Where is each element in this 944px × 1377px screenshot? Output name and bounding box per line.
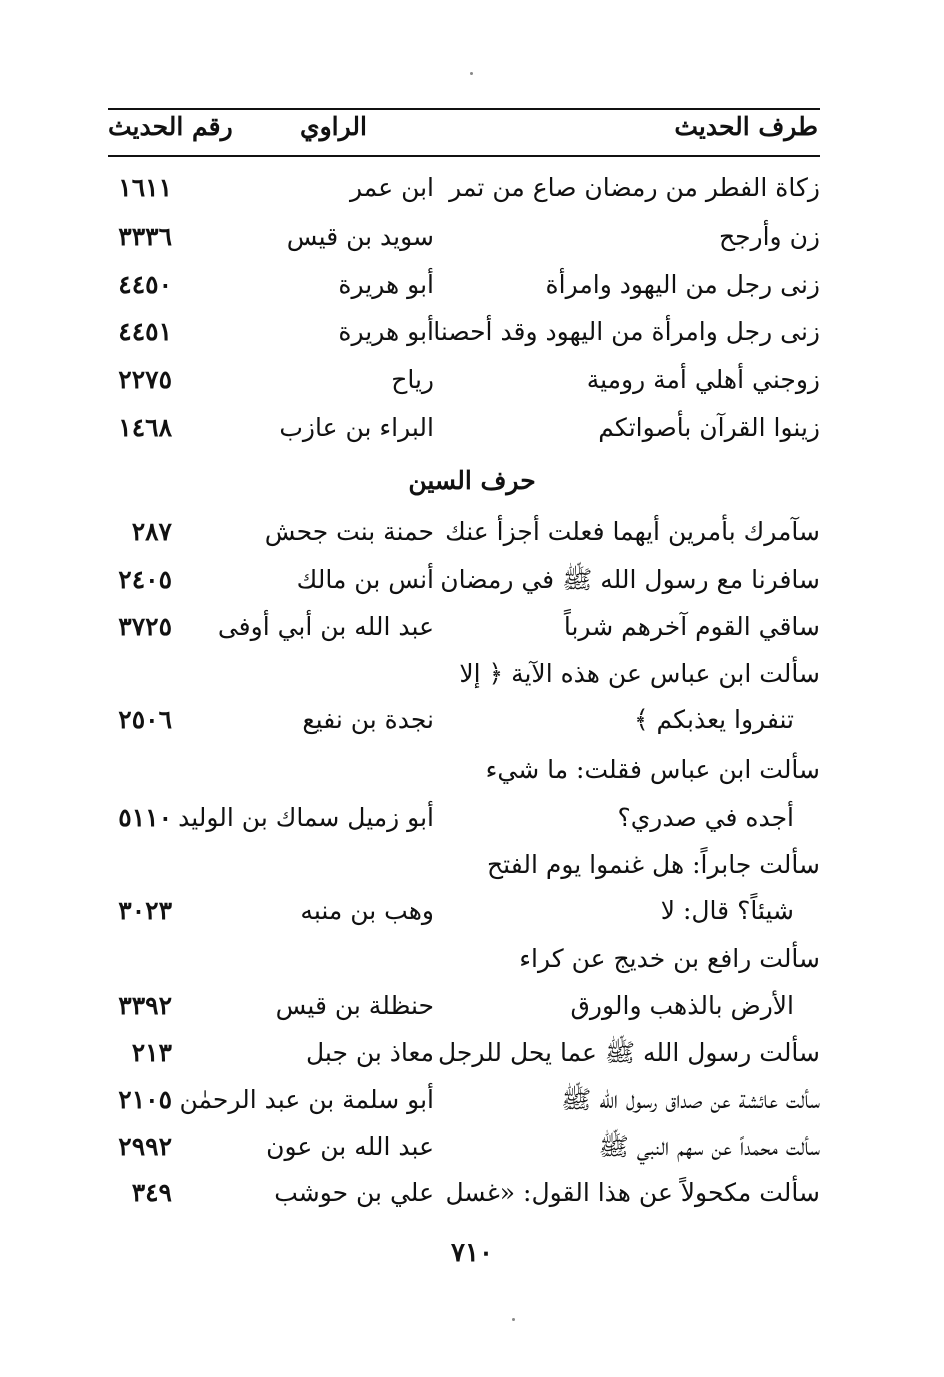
narrator: أبو هريرة — [338, 270, 434, 299]
hadith-number: ١٦١١ — [118, 173, 172, 202]
narrator: عبد الله بن أبي أوفى — [217, 612, 434, 641]
narrator: عبد الله بن عون — [266, 1132, 434, 1161]
narrator: أنس بن مالك — [296, 565, 434, 594]
hadith-phrase-continued: تنفروا يعذبكم ﴾ — [633, 705, 794, 734]
hadith-phrase: سألت ابن عباس فقلت: ما شيء — [485, 755, 820, 784]
narrator: علي بن حوشب — [274, 1178, 434, 1207]
narrator: سويد بن قيس — [286, 222, 434, 251]
table-row — [0, 360, 944, 406]
hadith-number: ٢٤٠٥ — [118, 565, 172, 594]
hadith-phrase: سألت جابراً: هل غنموا يوم الفتح — [487, 850, 820, 879]
table-row — [0, 560, 944, 606]
table-row — [0, 312, 944, 358]
scan-speck — [512, 1318, 515, 1321]
narrator: أبو هريرة — [338, 317, 434, 346]
narrator: أبو زميل سماك بن الوليد — [178, 803, 434, 832]
narrator: ابن عمر — [349, 173, 434, 202]
table-row — [0, 265, 944, 311]
hadith-phrase: سألت ابن عباس عن هذه الآية ﴿ إلا — [459, 659, 820, 688]
hadith-number: ٢٥٠٦ — [118, 705, 172, 734]
hadith-phrase: سألت محمداً عن سهم النبي ﷺ — [598, 1132, 820, 1161]
hadith-phrase: ساقي القوم آخرهم شرباً — [563, 612, 820, 641]
hadith-phrase-continued: شيئاً؟ قال: لا — [660, 896, 794, 925]
hadith-phrase: سألت مكحولاً عن هذا القول: «غسل — [445, 1178, 820, 1207]
table-row — [0, 408, 944, 454]
narrator: نجدة بن نفيع — [302, 705, 434, 734]
hadith-phrase: سافرنا مع رسول الله ﷺ في رمضان — [440, 565, 820, 594]
hadith-number: ٢٢٧٥ — [118, 365, 172, 394]
hadith-phrase: سألت عائشة عن صداق رسول الله ﷺ — [561, 1085, 820, 1114]
narrator: رياح — [391, 365, 434, 394]
top-rule — [108, 108, 820, 110]
hadith-number: ٢٨٧ — [131, 517, 172, 546]
hadith-number: ٢١٣ — [131, 1038, 172, 1067]
hadith-number: ٤٤٥١ — [118, 317, 172, 346]
hadith-phrase: سألت رافع بن خديج عن كراء — [519, 944, 820, 973]
hadith-number: ٢٩٩٢ — [118, 1132, 172, 1161]
table-row — [0, 939, 944, 985]
section-title: حرف السين — [408, 466, 536, 495]
table-row — [0, 891, 944, 937]
narrator: معاذ بن جبل — [305, 1038, 434, 1067]
hadith-number: ٣٣٣٦ — [118, 222, 172, 251]
table-row — [0, 845, 944, 891]
table-row — [0, 654, 944, 700]
narrator: وهب بن منبه — [300, 896, 434, 925]
table-row — [0, 986, 944, 1032]
narrator: البراء بن عازب — [279, 413, 434, 442]
scan-speck — [470, 72, 473, 75]
hadith-phrase: زن وأرجح — [718, 222, 820, 251]
header-rule — [108, 155, 820, 157]
header-narrator: الراوي — [300, 112, 367, 141]
hadith-number: ٤٤٥٠ — [118, 270, 172, 299]
hadith-number: ٣٠٢٣ — [118, 896, 172, 925]
narrator: حمنة بنت جحش — [264, 517, 434, 546]
table-row — [0, 1080, 944, 1126]
hadith-phrase: زينوا القرآن بأصواتكم — [598, 413, 820, 442]
hadith-phrase: زنى رجل من اليهود وامرأة — [545, 270, 820, 299]
header-phrase: طرف الحديث — [674, 112, 818, 141]
hadith-phrase: سآمرك بأمرين أيهما فعلت أجزأ عنك — [445, 517, 820, 546]
hadith-phrase: زنى رجل وامرأة من اليهود وقد أحصنا — [433, 317, 820, 346]
hadith-number: ٥١١٠ — [118, 803, 172, 832]
hadith-phrase-continued: الأرض بالذهب والورق — [570, 991, 794, 1020]
page-number: ٧١٠ — [451, 1238, 493, 1268]
table-row — [0, 1173, 944, 1219]
hadith-phrase: سألت رسول الله ﷺ عما يحل للرجل — [437, 1038, 820, 1067]
hadith-number: ٣٧٢٥ — [118, 612, 172, 641]
table-row — [0, 168, 944, 214]
header-number: رقم الحديث — [108, 112, 233, 141]
hadith-phrase: زكاة الفطر من رمضان صاع من تمر — [449, 173, 820, 202]
hadith-phrase-continued: أجده في صدري؟ — [617, 803, 794, 832]
table-row — [0, 750, 944, 796]
table-row — [0, 700, 944, 746]
hadith-number: ٣٤٩ — [131, 1178, 172, 1207]
table-row — [0, 217, 944, 263]
narrator: حنظلة بن قيس — [275, 991, 434, 1020]
hadith-number: ١٤٦٨ — [118, 413, 172, 442]
table-row — [0, 1127, 944, 1173]
narrator: أبو سلمة بن عبد الرحمٰن — [179, 1085, 434, 1114]
hadith-phrase: زوجني أهلي أمة رومية — [586, 365, 820, 394]
table-row — [0, 512, 944, 558]
table-row — [0, 798, 944, 844]
hadith-number: ٢١٠٥ — [118, 1085, 172, 1114]
table-row — [0, 1033, 944, 1079]
hadith-number: ٣٣٩٢ — [118, 991, 172, 1020]
table-row — [0, 607, 944, 653]
